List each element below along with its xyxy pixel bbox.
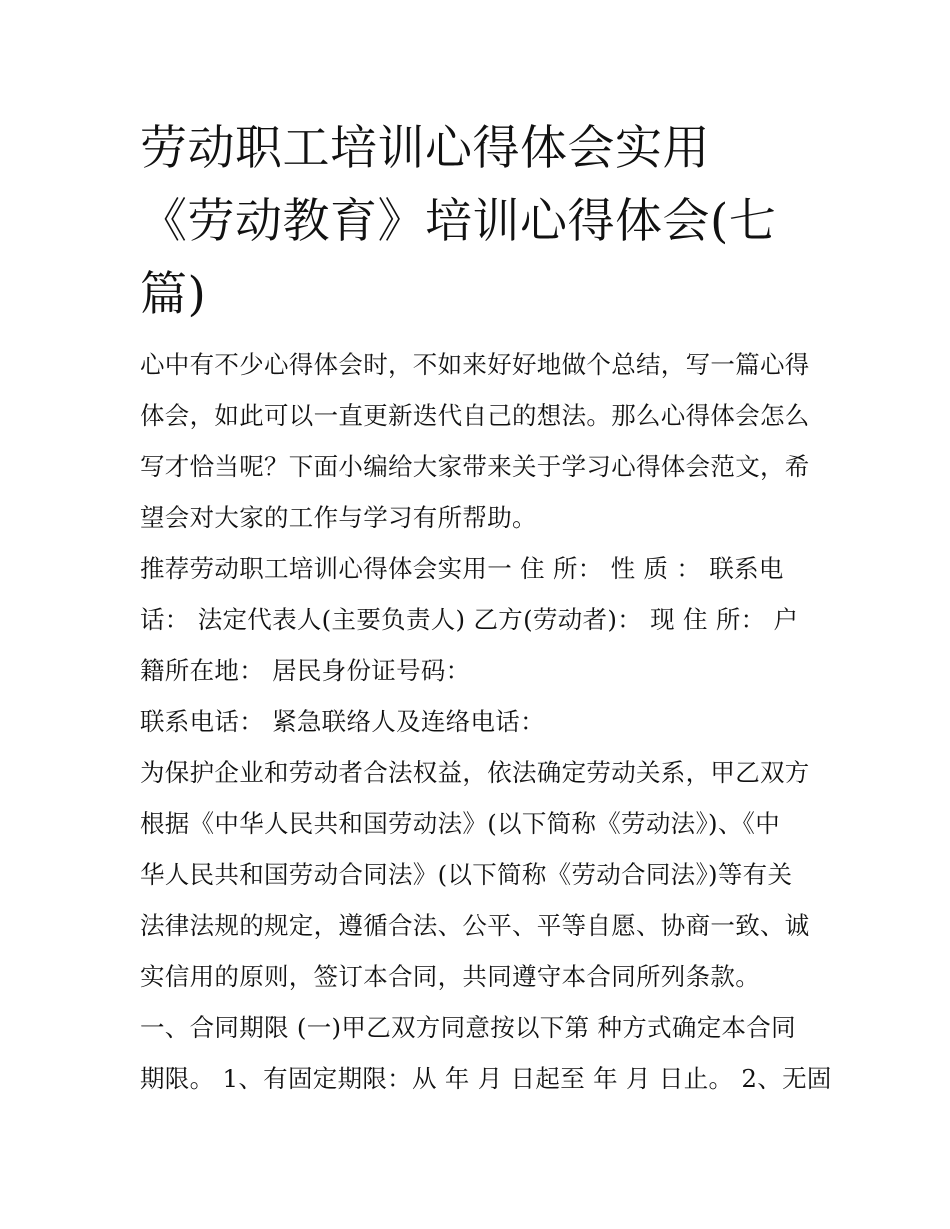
purpose-paragraph bbox=[140, 747, 812, 1002]
text-line: 期限。 1、有固定期限：从 年 月 日起至 年 月 日止。 2、无固 bbox=[140, 1064, 832, 1093]
text-line: 实信用的原则，签订本合同，共同遵守本合同所列条款。 bbox=[140, 962, 760, 991]
document-title bbox=[140, 112, 812, 331]
text-line: 话： 法定代表人(主要负责人) 乙方(劳动者)： 现 住 所： 户 bbox=[140, 605, 799, 634]
title-line: 《劳动教育》培训心得体会(七 bbox=[140, 194, 777, 249]
text-line: 根据《中华人民共和国劳动法》(以下简称《劳动法》)、《中 bbox=[140, 809, 781, 838]
intro-paragraph bbox=[140, 339, 812, 543]
text-line: 为保护企业和劳动者合法权益，依法确定劳动关系，甲乙双方 bbox=[140, 758, 810, 787]
text-line: 心中有不少心得体会时，不如来好好地做个总结，写一篇心得 bbox=[140, 350, 810, 379]
contact-paragraph bbox=[140, 696, 812, 747]
text-line: 法律法规的规定，遵循合法、公平、平等自愿、协商一致、诚 bbox=[140, 911, 810, 940]
document-body bbox=[140, 112, 832, 1104]
text-line: 写才恰当呢？下面小编给大家带来关于学习心得体会范文，希 bbox=[140, 452, 810, 481]
contract-term-paragraph bbox=[140, 1002, 832, 1104]
title-line: 劳动职工培训心得体会实用 bbox=[140, 121, 710, 176]
title-line: 篇) bbox=[140, 267, 207, 322]
text-line: 体会，如此可以一直更新迭代自己的想法。那么心得体会怎么 bbox=[140, 401, 810, 430]
text-line: 望会对大家的工作与学习有所帮助。 bbox=[140, 503, 537, 532]
text-line: 推荐劳动职工培训心得体会实用一 住 所： 性 质 ： 联系电 bbox=[140, 554, 784, 583]
text-line: 籍所在地： 居民身份证号码： bbox=[140, 656, 471, 685]
text-line: 一、合同期限 (一)甲乙双方同意按以下第 种方式确定本合同 bbox=[140, 1013, 796, 1042]
party-info-paragraph bbox=[140, 543, 812, 696]
text-line: 华人民共和国劳动合同法》(以下简称《劳动合同法》)等有关 bbox=[140, 860, 793, 889]
text-line: 联系电话： 紧急联络人及连络电话： bbox=[140, 707, 545, 736]
